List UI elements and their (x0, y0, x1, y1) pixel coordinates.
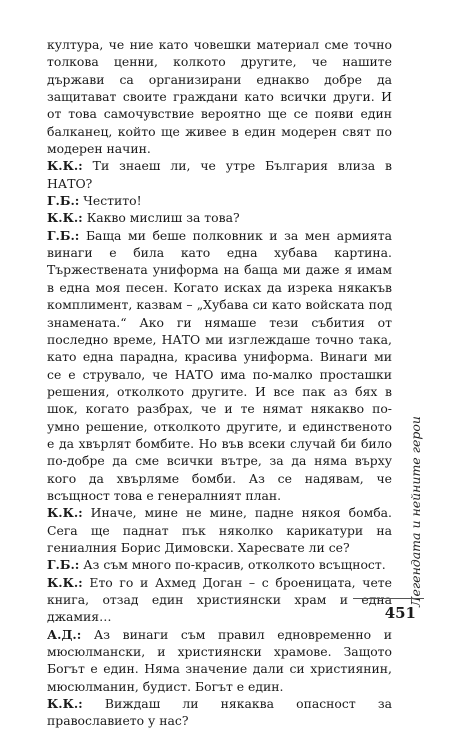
speaker-label: К.К.: (47, 505, 83, 521)
speaker-label: А.Д.: (47, 626, 82, 642)
footer-divider (353, 598, 424, 599)
page-number: 451 (384, 604, 416, 622)
speaker-label: К.К.: (47, 210, 83, 226)
interview-text (47, 36, 392, 730)
paragraph-text: Честито! (79, 193, 142, 209)
paragraph-text: култура, че ние като човешки материал сме точно толкова ценни, колкото другите, че нашите държави са организирани еднакво добре да защитават своите граждани като всички други. И от това самочувствие вероятно ще се появи един балканец, който ще живее в един модерен свят по модерен начин. (47, 37, 392, 157)
paragraph-4 (47, 227, 392, 505)
paragraph-text: Какво мислиш за това? (82, 210, 240, 226)
speaker-label: Г.Б.: (47, 227, 80, 243)
paragraph-6 (47, 556, 392, 573)
paragraph-3 (47, 209, 392, 226)
speaker-label: К.К.: (47, 158, 83, 174)
paragraph-text: Аз винаги съм правил едновременно и мюсюлмански, и християнски храмове. Защото Богът е един. Няма значение дали си християнин, мюсюлманин, будист. Богът е един. (47, 626, 392, 694)
paragraph-8 (47, 626, 392, 695)
paragraph-5 (47, 504, 392, 556)
paragraph-text: Иначе, мине не мине, падне някоя бомба. Сега ще паднат пък няколко карикатури на гениалния Борис Димовски. Харесвате ли се? (47, 505, 392, 555)
paragraph-0 (47, 36, 392, 157)
paragraph-7 (47, 574, 392, 626)
paragraph-2 (47, 192, 392, 209)
paragraph-text: Ето го и Ахмед Доган – с броеницата, чете книга, отзад един християнски храм и една джамия… (47, 574, 392, 625)
speaker-label: Г.Б.: (47, 193, 80, 209)
paragraph-text: Виждаш ли някаква опасност за православието у нас? (47, 696, 392, 729)
paragraph-text: Баща ми беше полковник и за мен армията винаги е била като една хубава картина. Тържествената униформа на баща ми даже я имам в една моя песен. Когато исках да изрека някакъв комплимент, казвам – „Хубава си като войската под знамената.“ Ако ги нямаше тези събития от последно време, НАТО ми изглеждаше точно така, като една парадна, красива униформа. Винаги ми се е струвало, че НАТО има по-малко просташки решения, отколкото другите. И все пак аз бях в шок, когато разбрах, че и те нямат някакво по-умно решение, отколкото другите, и единственото е да хвърлят бомбите. Но във всеки случай би било по-добре да сме всички вътре, за да няма върху кого да хвърляме бомби. Аз се надявам, че всъщност това е генералният план. (47, 227, 392, 503)
paragraph-text: Аз съм много по-красив, отколкото всъщност. (79, 557, 386, 573)
running-title-text: Легендата и нейните герои (407, 415, 423, 607)
speaker-label: К.К.: (47, 574, 83, 590)
speaker-label: К.К.: (47, 696, 83, 712)
paragraph-1 (47, 157, 392, 192)
paragraph-9 (47, 695, 392, 730)
running-title (404, 415, 426, 607)
paragraph-text: Ти знаеш ли, че утре България влиза в НАТО? (47, 158, 392, 191)
speaker-label: Г.Б.: (47, 557, 80, 573)
